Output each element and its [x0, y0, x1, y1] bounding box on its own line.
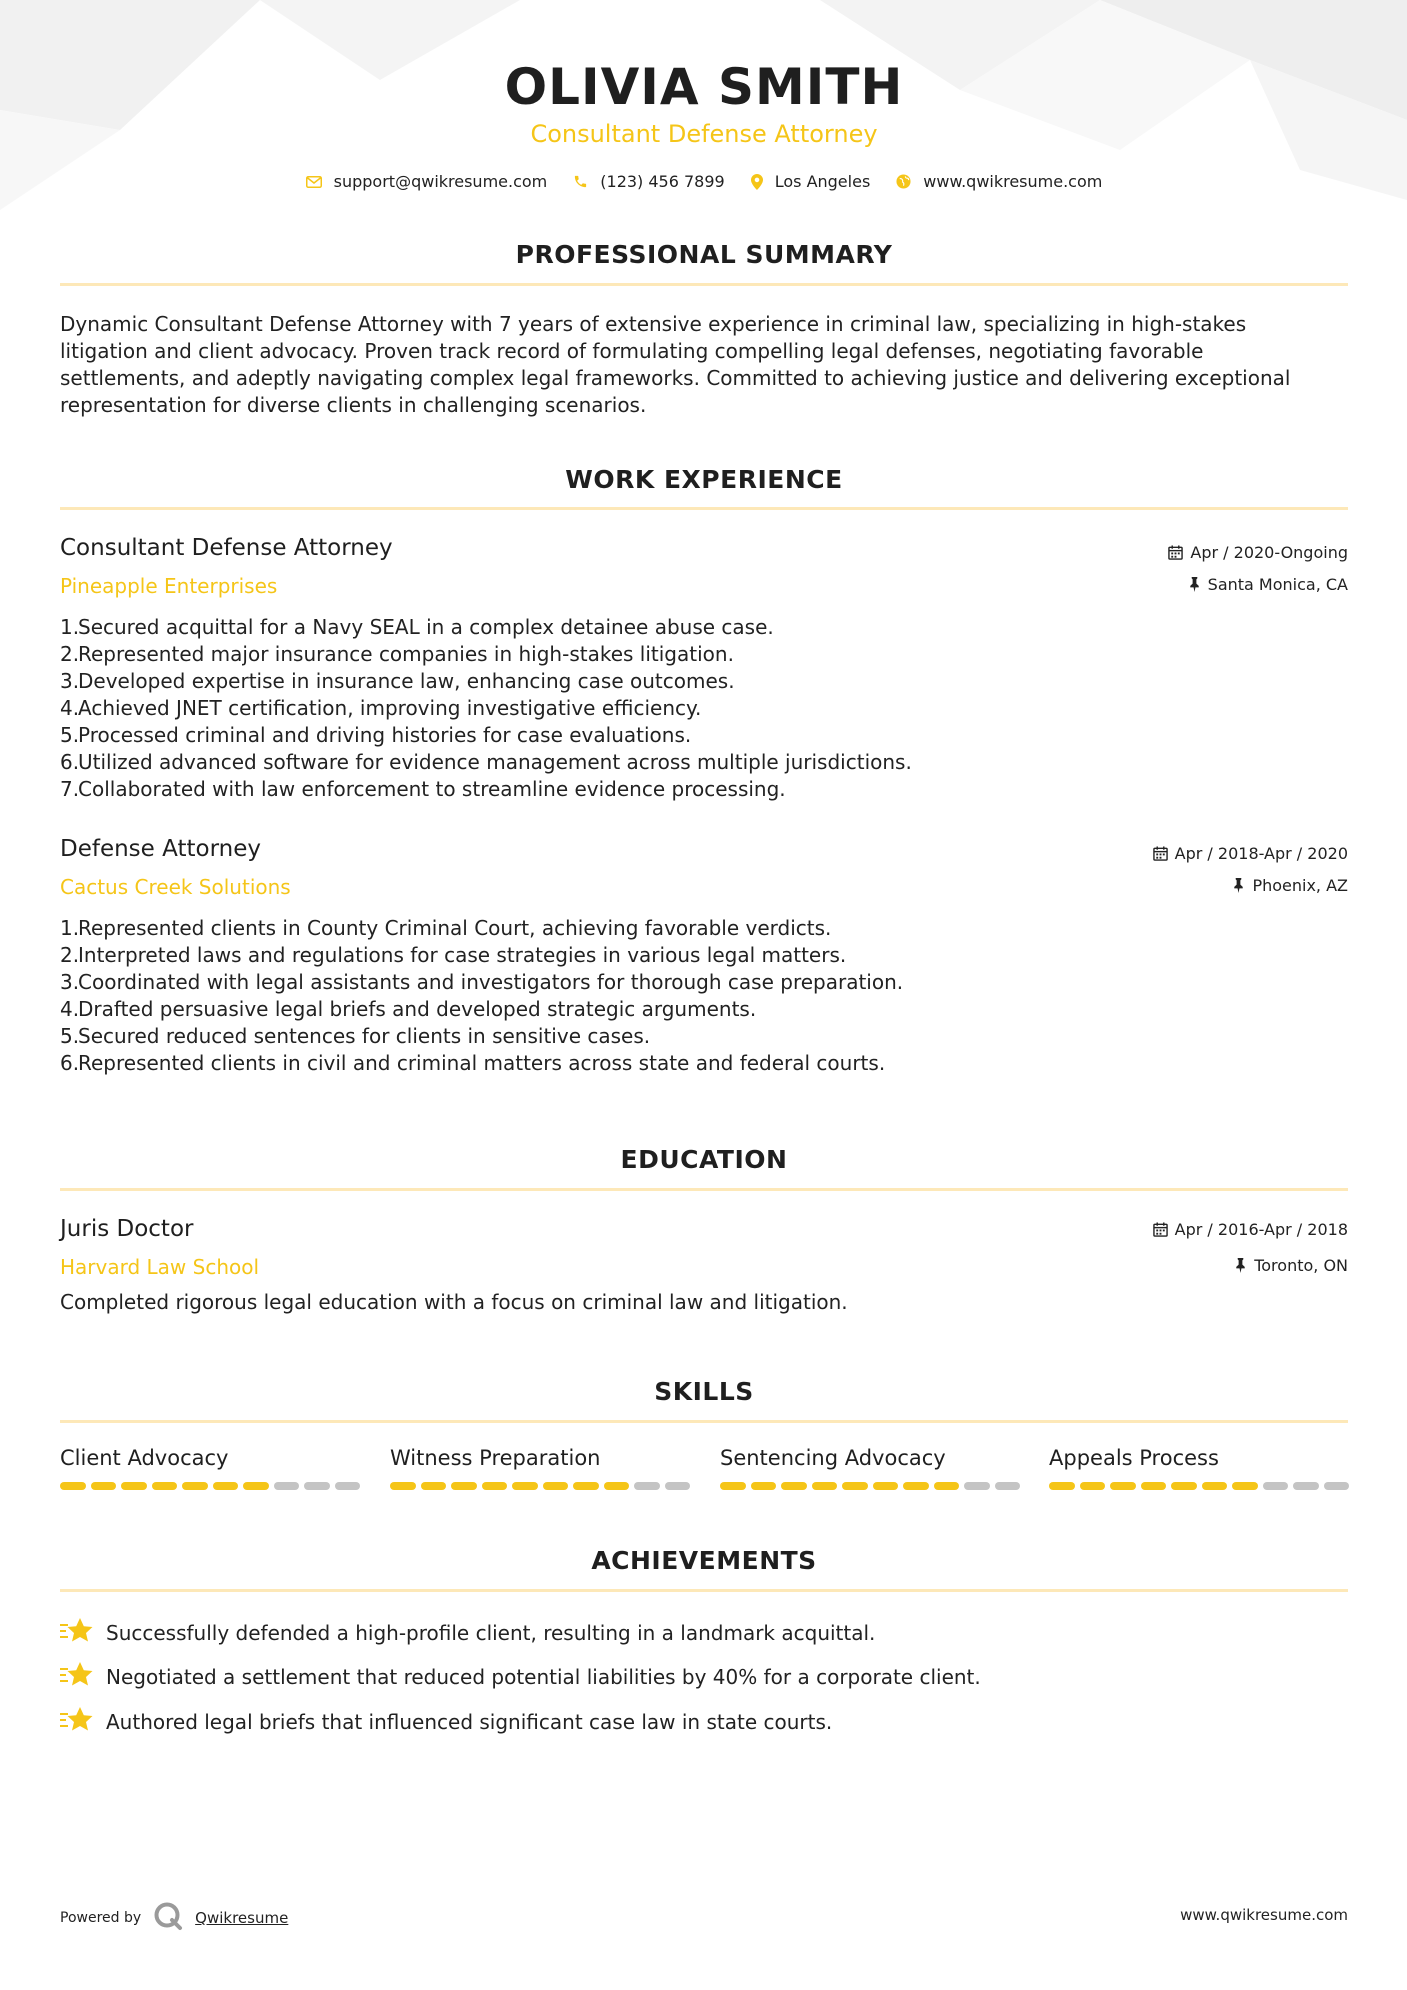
star-badge-icon	[60, 1616, 94, 1650]
summary-line: representation for diverse clients in challenging scenarios.	[60, 393, 647, 417]
job-dates-text: Apr / 2020-Ongoing	[1190, 543, 1348, 562]
powered-by-label: Powered by	[60, 1910, 142, 1926]
job-location	[1232, 876, 1348, 895]
skill-rating-dot-empty	[634, 1482, 660, 1490]
pushpin-icon	[1234, 1258, 1247, 1273]
contact-phone[interactable]	[573, 172, 724, 191]
contact-location-text: Los Angeles	[774, 172, 871, 191]
skill-rating-dot-filled	[604, 1482, 630, 1490]
skill-rating-dot-filled	[60, 1482, 86, 1490]
list-item: 1. Secured acquittal for a Navy SEAL in a complex detainee abuse case.	[60, 615, 774, 639]
job-dates	[1168, 543, 1348, 562]
skill-rating-dot-filled	[573, 1482, 599, 1490]
list-item: 2. Interpreted laws and regulations for case strategies in various legal matters.	[60, 943, 847, 967]
footer-website[interactable]: www.qwikresume.com	[1180, 1906, 1348, 1924]
job-dates	[1153, 844, 1348, 863]
skill-rating-dot-filled	[1049, 1482, 1075, 1490]
skill-rating-dot-filled	[182, 1482, 208, 1490]
achievements-divider	[60, 1589, 1348, 1592]
education-location	[1234, 1256, 1348, 1275]
skill-rating-dot-filled	[934, 1482, 960, 1490]
school-name: Harvard Law School	[60, 1255, 260, 1279]
skill-rating-dot-empty	[304, 1482, 330, 1490]
candidate-name: OLIVIA SMITH	[504, 58, 904, 116]
contact-phone-text: (123) 456 7899	[600, 172, 725, 191]
list-item: 7. Collaborated with law enforcement to streamline evidence processing.	[60, 777, 786, 801]
skill-rating-dot-filled	[1202, 1482, 1228, 1490]
skill-name: Sentencing Advocacy	[720, 1446, 946, 1470]
pushpin-icon	[1232, 878, 1245, 893]
calendar-icon	[1168, 545, 1183, 560]
job-title: Consultant Defense Attorney	[60, 535, 393, 561]
skill-rating	[60, 1482, 360, 1490]
skill-rating-dot-empty	[274, 1482, 300, 1490]
qwikresume-logo-icon	[153, 1901, 183, 1935]
pushpin-icon	[1188, 577, 1201, 592]
skill-rating-dot-filled	[482, 1482, 508, 1490]
job-bullets	[60, 614, 1348, 803]
achievement-item	[60, 1705, 832, 1739]
skill-rating-dot-filled	[451, 1482, 477, 1490]
skill-rating-dot-filled	[903, 1482, 929, 1490]
summary-line: litigation and client advocacy. Proven track record of formulating compelling legal defenses, negotiating favorable	[60, 339, 1204, 363]
list-item: 6. Utilized advanced software for evidence management across multiple jurisdictions.	[60, 750, 912, 774]
skill-rating-dot-filled	[1080, 1482, 1106, 1490]
list-item: 5. Secured reduced sentences for clients in sensitive cases.	[60, 1024, 651, 1048]
education-dates	[1153, 1220, 1348, 1239]
job-location	[1188, 575, 1348, 594]
skill-rating	[390, 1482, 690, 1490]
footer-branding	[60, 1901, 288, 1935]
calendar-icon	[1153, 1222, 1168, 1237]
degree-title: Juris Doctor	[60, 1216, 194, 1242]
list-item: 5. Processed criminal and driving histories for case evaluations.	[60, 723, 692, 747]
skill-rating-dot-filled	[512, 1482, 538, 1490]
skill-rating-dot-filled	[751, 1482, 777, 1490]
contact-location	[751, 172, 871, 191]
star-badge-icon	[60, 1705, 94, 1739]
job-bullets	[60, 915, 1348, 1077]
experience-heading: WORK EXPERIENCE	[565, 465, 843, 494]
skill-rating-dot-filled	[390, 1482, 416, 1490]
skill-rating-dot-filled	[1110, 1482, 1136, 1490]
achievement-item	[60, 1660, 981, 1694]
list-item: 1. Represented clients in County Criminal Court, achieving favorable verdicts.	[60, 916, 832, 940]
skill-rating-dot-empty	[964, 1482, 990, 1490]
education-divider	[60, 1188, 1348, 1191]
skill-rating-dot-filled	[812, 1482, 838, 1490]
skill-rating-dot-filled	[121, 1482, 147, 1490]
skill-rating-dot-filled	[421, 1482, 447, 1490]
summary-heading: PROFESSIONAL SUMMARY	[515, 240, 893, 269]
education-location-text: Toronto, ON	[1254, 1256, 1348, 1275]
skill-rating-dot-filled	[842, 1482, 868, 1490]
skill-name: Witness Preparation	[390, 1446, 601, 1470]
skill-rating-dot-filled	[91, 1482, 117, 1490]
contact-website[interactable]	[896, 172, 1102, 191]
skill-rating-dot-filled	[243, 1482, 269, 1490]
list-item: 6. Represented clients in civil and criminal matters across state and federal courts.	[60, 1051, 886, 1075]
skill-rating-dot-empty	[1324, 1482, 1350, 1490]
contact-email-text: support@qwikresume.com	[333, 172, 548, 191]
skill-rating-dot-empty	[665, 1482, 691, 1490]
skill-rating-dot-empty	[335, 1482, 361, 1490]
skill-rating-dot-filled	[1171, 1482, 1197, 1490]
achievement-text: Authored legal briefs that influenced significant case law in state courts.	[106, 1710, 833, 1734]
job-company: Pineapple Enterprises	[60, 574, 278, 598]
qwikresume-link[interactable]: Qwikresume	[195, 1909, 289, 1927]
calendar-icon	[1153, 846, 1168, 861]
star-badge-icon	[60, 1660, 94, 1694]
skill-name: Appeals Process	[1049, 1446, 1219, 1470]
list-item: 4. Drafted persuasive legal briefs and developed strategic arguments.	[60, 997, 757, 1021]
job-location-text: Santa Monica, CA	[1207, 575, 1348, 594]
summary-line: Dynamic Consultant Defense Attorney with 7 years of extensive experience in criminal law, specializing in high-stakes	[60, 312, 1247, 336]
skill-rating-dot-filled	[543, 1482, 569, 1490]
envelope-icon	[306, 176, 322, 188]
phone-icon	[573, 174, 588, 189]
skill-rating-dot-filled	[1141, 1482, 1167, 1490]
skill-rating-dot-filled	[720, 1482, 746, 1490]
candidate-role: Consultant Defense Attorney	[530, 120, 878, 148]
list-item: 3. Developed expertise in insurance law, enhancing case outcomes.	[60, 669, 735, 693]
skills-heading: SKILLS	[654, 1377, 754, 1406]
education-heading: EDUCATION	[620, 1145, 788, 1174]
skill-item	[60, 1446, 360, 1490]
summary-text	[60, 311, 1348, 419]
list-item: 3. Coordinated with legal assistants and investigators for thorough case preparation.	[60, 970, 904, 994]
skill-rating-dot-empty	[1263, 1482, 1289, 1490]
skill-rating-dot-filled	[873, 1482, 899, 1490]
job-title: Defense Attorney	[60, 836, 261, 862]
skill-rating-dot-filled	[781, 1482, 807, 1490]
skill-name: Client Advocacy	[60, 1446, 229, 1470]
contact-website-text: www.qwikresume.com	[923, 172, 1103, 191]
skill-rating-dot-empty	[995, 1482, 1021, 1490]
contact-email[interactable]	[306, 172, 548, 191]
list-item: 2. Represented major insurance companies in high-stakes litigation.	[60, 642, 734, 666]
skill-rating	[1049, 1482, 1349, 1490]
achievements-heading: ACHIEVEMENTS	[591, 1546, 817, 1575]
experience-divider	[60, 507, 1348, 510]
skill-rating-dot-filled	[152, 1482, 178, 1490]
skill-item	[720, 1446, 1020, 1490]
resume-page	[60, 0, 1348, 1990]
summary-divider	[60, 283, 1348, 286]
achievement-text: Negotiated a settlement that reduced potential liabilities by 40% for a corporate client.	[106, 1665, 981, 1689]
skills-divider	[60, 1420, 1348, 1423]
skill-item	[390, 1446, 690, 1490]
education-description: Completed rigorous legal education with a focus on criminal law and litigation.	[60, 1290, 848, 1314]
achievement-item	[60, 1616, 875, 1650]
job-location-text: Phoenix, AZ	[1252, 876, 1348, 895]
skill-item	[1049, 1446, 1349, 1490]
skill-rating-dot-filled	[213, 1482, 239, 1490]
education-dates-text: Apr / 2016-Apr / 2018	[1174, 1220, 1348, 1239]
skill-rating-dot-empty	[1293, 1482, 1319, 1490]
skill-rating	[720, 1482, 1020, 1490]
skill-rating-dot-filled	[1232, 1482, 1258, 1490]
job-dates-text: Apr / 2018-Apr / 2020	[1174, 844, 1348, 863]
list-item: 4. Achieved JNET certification, improving investigative efficiency.	[60, 696, 702, 720]
globe-icon	[896, 174, 911, 189]
job-company: Cactus Creek Solutions	[60, 875, 291, 899]
map-pin-icon	[751, 174, 763, 190]
contact-bar	[60, 172, 1348, 191]
summary-line: settlements, and adeptly navigating complex legal frameworks. Committed to achieving justice and delivering exceptional	[60, 366, 1291, 390]
achievement-text: Successfully defended a high-profile client, resulting in a landmark acquittal.	[106, 1621, 876, 1645]
